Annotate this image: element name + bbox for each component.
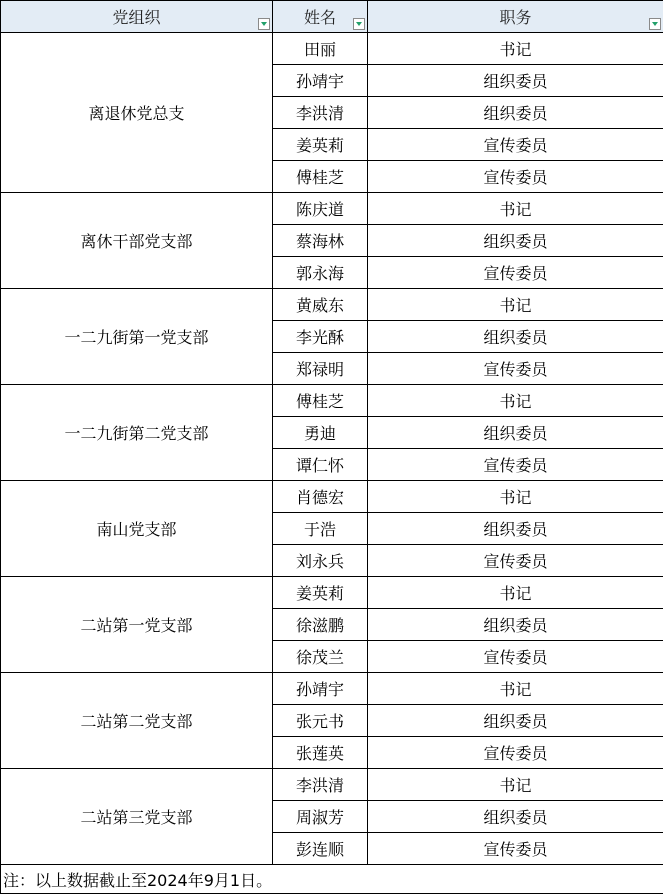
member-role-cell[interactable]: 组织委员	[368, 225, 663, 257]
member-role-cell[interactable]: 宣传委员	[368, 257, 663, 289]
org-cell[interactable]: 一二九街第一党支部	[1, 289, 273, 385]
member-name-cell[interactable]: 张元书	[273, 705, 368, 737]
member-role-cell[interactable]: 书记	[368, 289, 663, 321]
member-name-cell[interactable]: 李光酥	[273, 321, 368, 353]
member-name-cell[interactable]: 姜英莉	[273, 129, 368, 161]
member-name-cell[interactable]: 傅桂芝	[273, 385, 368, 417]
member-role-cell[interactable]: 书记	[368, 481, 663, 513]
member-name-cell[interactable]: 徐滋鹏	[273, 609, 368, 641]
member-name-cell[interactable]: 陈庆道	[273, 193, 368, 225]
header-role	[368, 1, 663, 33]
header-name-label: 姓名	[303, 8, 336, 27]
member-role-cell[interactable]: 书记	[368, 673, 663, 705]
header-name	[273, 1, 368, 33]
member-name-cell[interactable]: 于浩	[273, 513, 368, 545]
member-role-cell[interactable]: 组织委员	[368, 705, 663, 737]
header-row	[1, 1, 663, 33]
member-role-cell[interactable]: 书记	[368, 33, 663, 65]
member-name-cell[interactable]: 徐茂兰	[273, 641, 368, 673]
member-name-cell[interactable]: 黄威东	[273, 289, 368, 321]
member-role-cell[interactable]: 书记	[368, 769, 663, 801]
member-role-cell[interactable]: 组织委员	[368, 609, 663, 641]
member-name-cell[interactable]: 郭永海	[273, 257, 368, 289]
member-name-cell[interactable]: 李洪清	[273, 769, 368, 801]
org-cell[interactable]: 一二九街第二党支部	[1, 385, 273, 481]
table-row	[1, 673, 663, 705]
org-cell[interactable]: 二站第二党支部	[1, 673, 273, 769]
filter-dropdown-icon[interactable]	[353, 18, 365, 30]
org-cell[interactable]: 南山党支部	[1, 481, 273, 577]
org-cell[interactable]: 离退休党总支	[1, 33, 273, 193]
member-role-cell[interactable]: 宣传委员	[368, 353, 663, 385]
member-role-cell[interactable]: 组织委员	[368, 513, 663, 545]
note-row	[1, 865, 663, 894]
member-name-cell[interactable]: 田丽	[273, 33, 368, 65]
member-role-cell[interactable]: 宣传委员	[368, 737, 663, 769]
table-row	[1, 193, 663, 225]
member-name-cell[interactable]: 刘永兵	[273, 545, 368, 577]
member-role-cell[interactable]: 组织委员	[368, 417, 663, 449]
member-role-cell[interactable]: 书记	[368, 385, 663, 417]
member-name-cell[interactable]: 蔡海林	[273, 225, 368, 257]
member-role-cell[interactable]: 书记	[368, 193, 663, 225]
header-org	[1, 1, 273, 33]
member-role-cell[interactable]: 宣传委员	[368, 641, 663, 673]
member-name-cell[interactable]: 孙靖宇	[273, 673, 368, 705]
member-role-cell[interactable]: 宣传委员	[368, 833, 663, 865]
member-name-cell[interactable]: 勇迪	[273, 417, 368, 449]
filter-dropdown-icon[interactable]	[649, 18, 661, 30]
member-name-cell[interactable]: 肖德宏	[273, 481, 368, 513]
member-name-cell[interactable]: 张莲英	[273, 737, 368, 769]
member-name-cell[interactable]: 谭仁怀	[273, 449, 368, 481]
member-role-cell[interactable]: 组织委员	[368, 801, 663, 833]
member-name-cell[interactable]: 孙靖宇	[273, 65, 368, 97]
footnote: 注：以上数据截止至2024年9月1日。	[1, 865, 663, 894]
member-name-cell[interactable]: 彭连顺	[273, 833, 368, 865]
table-row	[1, 385, 663, 417]
member-role-cell[interactable]: 组织委员	[368, 321, 663, 353]
table-row	[1, 289, 663, 321]
member-name-cell[interactable]: 周淑芳	[273, 801, 368, 833]
member-role-cell[interactable]: 宣传委员	[368, 449, 663, 481]
table-row	[1, 577, 663, 609]
filter-dropdown-icon[interactable]	[258, 18, 270, 30]
member-role-cell[interactable]: 书记	[368, 577, 663, 609]
member-name-cell[interactable]: 姜英莉	[273, 577, 368, 609]
member-name-cell[interactable]: 傅桂芝	[273, 161, 368, 193]
member-role-cell[interactable]: 宣传委员	[368, 161, 663, 193]
header-role-label: 职务	[499, 8, 532, 27]
table-row	[1, 481, 663, 513]
org-cell[interactable]: 离休干部党支部	[1, 193, 273, 289]
member-role-cell[interactable]: 组织委员	[368, 97, 663, 129]
member-role-cell[interactable]: 宣传委员	[368, 545, 663, 577]
org-cell[interactable]: 二站第一党支部	[1, 577, 273, 673]
header-org-label: 党组织	[112, 8, 161, 27]
table-row	[1, 769, 663, 801]
member-name-cell[interactable]: 李洪清	[273, 97, 368, 129]
table-body	[1, 33, 663, 865]
member-role-cell[interactable]: 组织委员	[368, 65, 663, 97]
member-name-cell[interactable]: 郑禄明	[273, 353, 368, 385]
org-cell[interactable]: 二站第三党支部	[1, 769, 273, 865]
table-row	[1, 33, 663, 65]
member-role-cell[interactable]: 宣传委员	[368, 129, 663, 161]
